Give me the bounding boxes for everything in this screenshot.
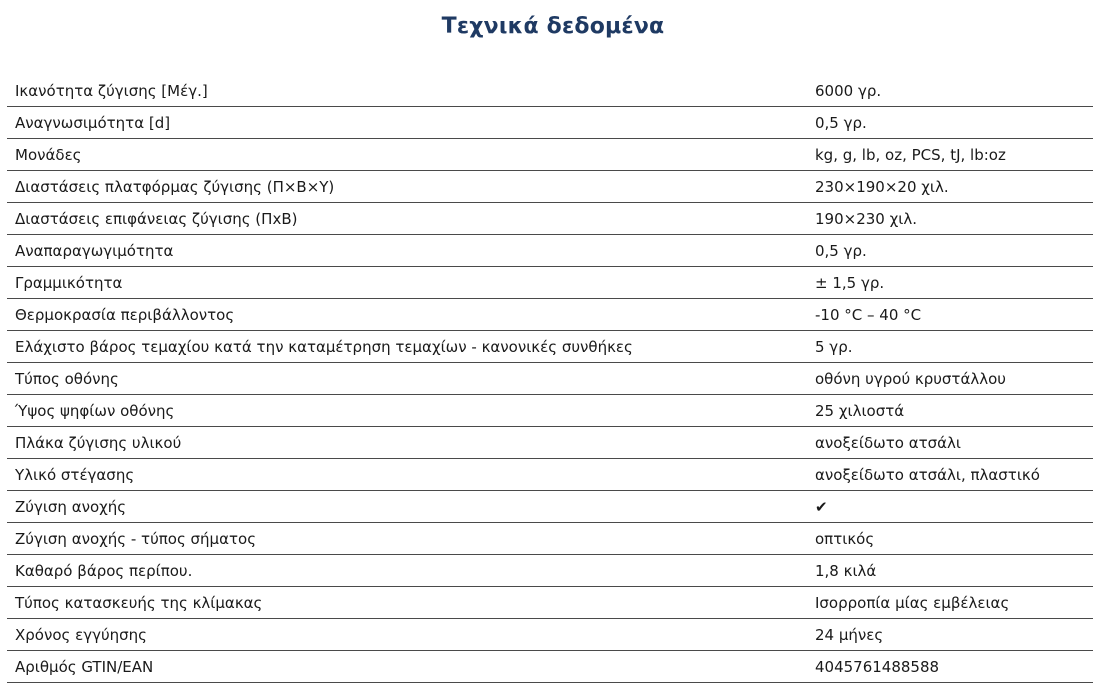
spec-label: Διαστάσεις επιφάνειας ζύγισης (ΠxΒ) bbox=[7, 203, 805, 235]
table-row bbox=[7, 299, 1093, 331]
spec-value: 5 γρ. bbox=[805, 331, 1093, 363]
table-row bbox=[7, 203, 1093, 235]
table-row bbox=[7, 171, 1093, 203]
spec-label: Τύπος οθόνης bbox=[7, 363, 805, 395]
spec-value: οθόνη υγρού κρυστάλλου bbox=[805, 363, 1093, 395]
spec-value: 1,8 κιλά bbox=[805, 555, 1093, 587]
spec-value: -10 °C – 40 °C bbox=[805, 299, 1093, 331]
table-row bbox=[7, 235, 1093, 267]
table-row bbox=[7, 587, 1093, 619]
spec-value: 24 μήνες bbox=[805, 619, 1093, 651]
page-title: Τεχνικά δεδομένα bbox=[441, 14, 665, 39]
spec-label: Τύπος κατασκευής της κλίμακας bbox=[7, 587, 805, 619]
specs-table bbox=[7, 75, 1093, 683]
spec-value: 0,5 γρ. bbox=[805, 107, 1093, 139]
spec-label: Ζύγιση ανοχής bbox=[7, 491, 805, 523]
specs-table-body bbox=[7, 75, 1093, 683]
spec-value: ανοξείδωτο ατσάλι bbox=[805, 427, 1093, 459]
spec-value: ± 1,5 γρ. bbox=[805, 267, 1093, 299]
spec-label: Αναπαραγωγιμότητα bbox=[7, 235, 805, 267]
spec-value: 25 χιλιοστά bbox=[805, 395, 1093, 427]
spec-label: Γραμμικότητα bbox=[7, 267, 805, 299]
spec-value: ανοξείδωτο ατσάλι, πλαστικό bbox=[805, 459, 1093, 491]
spec-value: 230×190×20 χιλ. bbox=[805, 171, 1093, 203]
table-row bbox=[7, 619, 1093, 651]
spec-value: οπτικός bbox=[805, 523, 1093, 555]
spec-label: Μονάδες bbox=[7, 139, 805, 171]
checkmark-icon: ✔ bbox=[805, 491, 1093, 523]
table-row bbox=[7, 555, 1093, 587]
table-row bbox=[7, 427, 1093, 459]
spec-label: Ύψος ψηφίων οθόνης bbox=[7, 395, 805, 427]
spec-label: Καθαρό βάρος περίπου. bbox=[7, 555, 805, 587]
table-row bbox=[7, 491, 1093, 523]
spec-value: 6000 γρ. bbox=[805, 75, 1093, 107]
table-row bbox=[7, 363, 1093, 395]
spec-value: kg, g, lb, oz, PCS, tJ, lb:oz bbox=[805, 139, 1093, 171]
table-row bbox=[7, 267, 1093, 299]
spec-label: Ικανότητα ζύγισης [Μέγ.] bbox=[7, 75, 805, 107]
spec-label: Διαστάσεις πλατφόρμας ζύγισης (Π×Β×Υ) bbox=[7, 171, 805, 203]
table-row bbox=[7, 75, 1093, 107]
spec-value: Ισορροπία μίας εμβέλειας bbox=[805, 587, 1093, 619]
spec-value: 4045761488588 bbox=[805, 651, 1093, 683]
spec-value: 190×230 χιλ. bbox=[805, 203, 1093, 235]
table-row bbox=[7, 331, 1093, 363]
spec-value: 0,5 γρ. bbox=[805, 235, 1093, 267]
spec-label: Θερμοκρασία περιβάλλοντος bbox=[7, 299, 805, 331]
table-row bbox=[7, 107, 1093, 139]
spec-label: Αριθμός GTIN/EAN bbox=[7, 651, 805, 683]
spec-label: Υλικό στέγασης bbox=[7, 459, 805, 491]
spec-label: Πλάκα ζύγισης υλικού bbox=[7, 427, 805, 459]
spec-label: Αναγνωσιμότητα [d] bbox=[7, 107, 805, 139]
spec-label: Ελάχιστο βάρος τεμαχίου κατά την καταμέτρηση τεμαχίων - κανονικές συνθήκες bbox=[7, 331, 805, 363]
spec-label: Χρόνος εγγύησης bbox=[7, 619, 805, 651]
spec-label: Ζύγιση ανοχής - τύπος σήματος bbox=[7, 523, 805, 555]
table-row bbox=[7, 523, 1093, 555]
table-row bbox=[7, 139, 1093, 171]
table-row bbox=[7, 395, 1093, 427]
table-row bbox=[7, 459, 1093, 491]
table-row bbox=[7, 651, 1093, 683]
